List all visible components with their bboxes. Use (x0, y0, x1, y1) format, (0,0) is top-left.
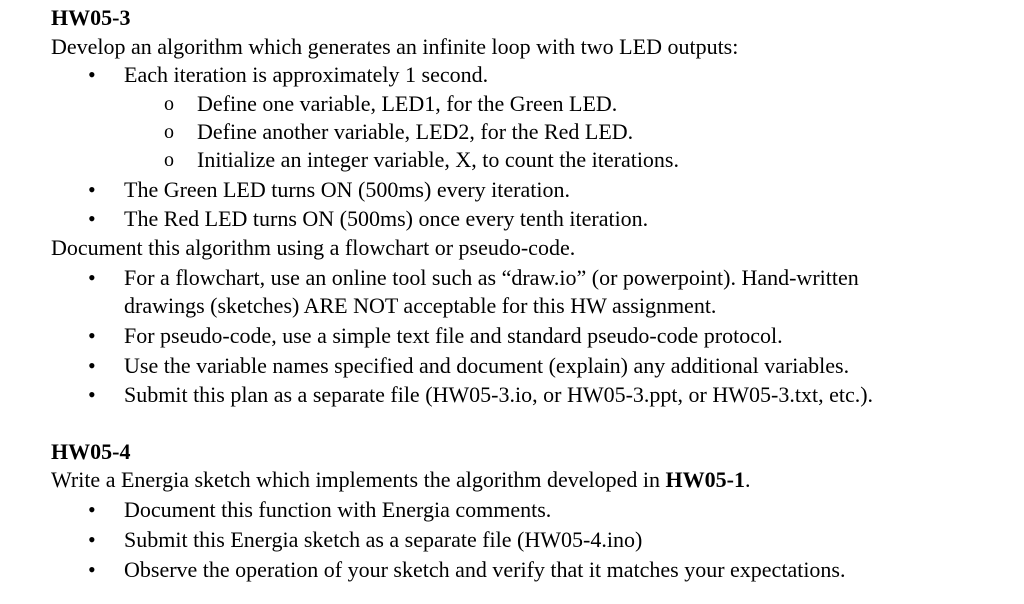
list-item: The Red LED turns ON (500ms) once every tenth iteration. (124, 206, 649, 231)
hw05-3-title: HW05-3 (51, 5, 131, 30)
hw05-4-intro (51, 469, 750, 491)
bullet-icon: • (88, 206, 96, 231)
sub-list-item: Define one variable, LED1, for the Green LED. (197, 91, 618, 116)
bullet-icon: • (88, 265, 96, 290)
hw05-4-intro-text: Write a Energia sketch which implements the algorithm developed in (51, 467, 666, 492)
bullet-icon: • (88, 527, 96, 552)
list-item: Document this function with Energia comments. (124, 497, 552, 522)
sub-list-item: Define another variable, LED2, for the Red LED. (197, 119, 634, 144)
list-item: Submit this Energia sketch as a separate file (HW05-4.ino) (124, 527, 643, 552)
list-item-continuation: drawings (sketches) ARE NOT acceptable for this HW assignment. (124, 293, 717, 318)
bullet-icon: • (88, 497, 96, 522)
sub-bullet-icon: o (164, 149, 174, 171)
bullet-icon: • (88, 62, 96, 87)
hw05-4-intro-reference: HW05-1 (665, 467, 745, 492)
list-item: Use the variable names specified and document (explain) any additional variables. (124, 353, 850, 378)
bullet-icon: • (88, 177, 96, 202)
list-item: For a flowchart, use an online tool such as “draw.io” (or powerpoint). Hand-written (124, 265, 859, 290)
list-item: Observe the operation of your sketch and verify that it matches your expectations. (124, 557, 846, 582)
list-item: The Green LED turns ON (500ms) every iteration. (124, 177, 570, 202)
sub-list-item: Initialize an integer variable, X, to count the iterations. (197, 147, 679, 172)
bullet-icon: • (88, 557, 96, 582)
hw05-3-intro: Develop an algorithm which generates an infinite loop with two LED outputs: (51, 34, 739, 59)
hw05-4-intro-period: . (744, 467, 751, 492)
bullet-icon: • (88, 382, 96, 407)
sub-bullet-icon: o (164, 121, 174, 143)
list-item: Each iteration is approximately 1 second. (124, 62, 489, 87)
document-instruction: Document this algorithm using a flowchart or pseudo-code. (51, 235, 576, 260)
bullet-icon: • (88, 353, 96, 378)
bullet-icon: • (88, 323, 96, 348)
list-item: For pseudo-code, use a simple text file and standard pseudo-code protocol. (124, 323, 783, 348)
list-item: Submit this plan as a separate file (HW05-3.io, or HW05-3.ppt, or HW05-3.txt, etc.). (124, 382, 874, 407)
sub-bullet-icon: o (164, 93, 174, 115)
hw05-4-title: HW05-4 (51, 439, 131, 464)
